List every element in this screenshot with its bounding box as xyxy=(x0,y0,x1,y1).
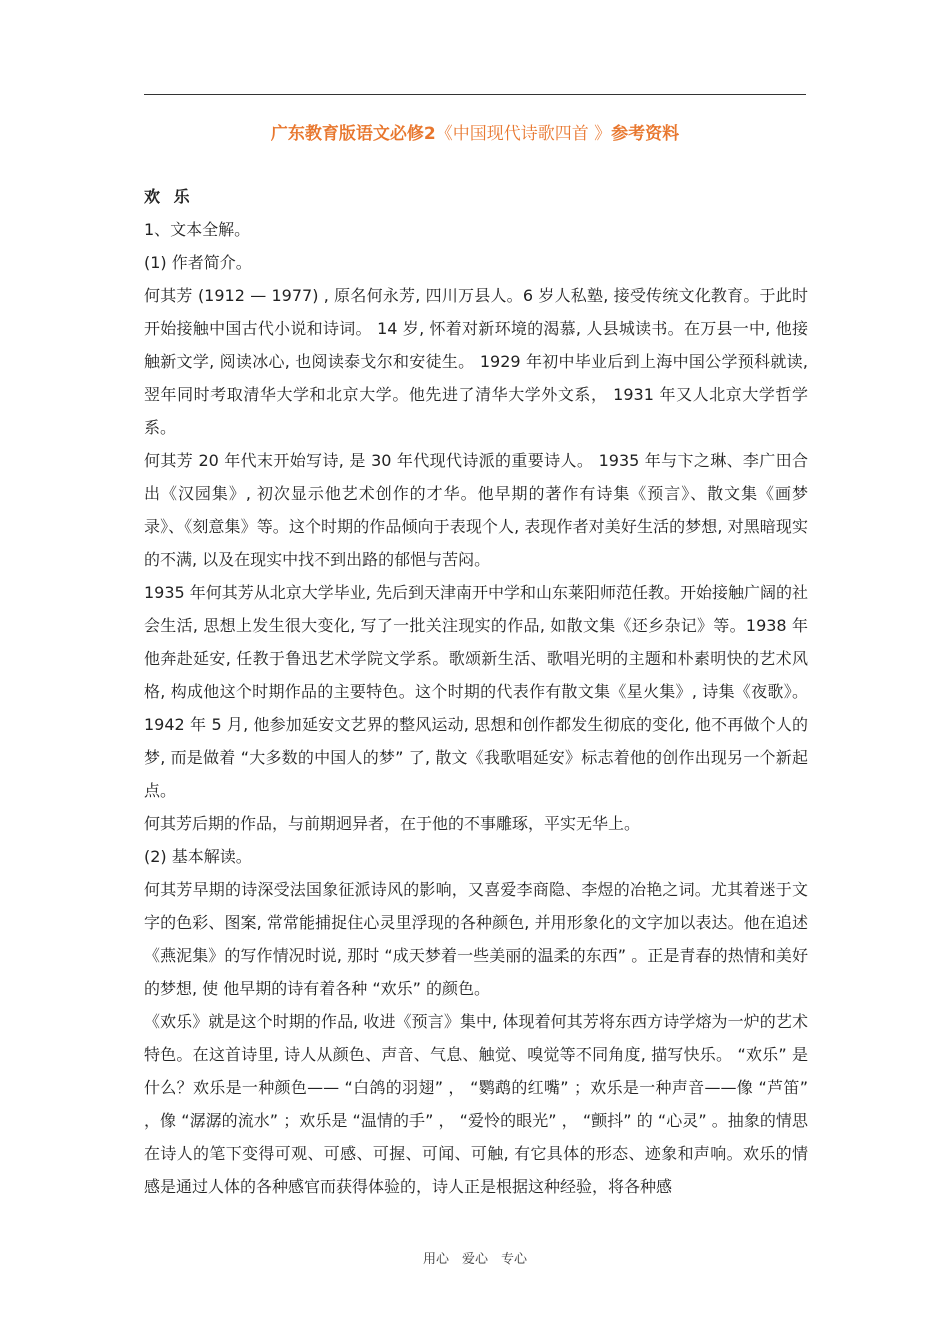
paragraph-poem-analysis: 《欢乐》就是这个时期的作品, 收进《预言》集中, 体现着何其芳将东西方诗学熔为一炉的艺术特色。在这首诗里, 诗人从颜色、声音、气息、触觉、嗅觉等不同角度, 描写快乐。 “欢乐” 是什么？欢乐是一种颜色—— “白鸽的羽翅” ， “鹦鹉的红嘴” ；欢乐是一种声音——像 “芦笛” ，像 “潺潺的流水” ；欢乐是 “温情的手” ， “爱怜的眼光” ， “颤抖” 的 “心灵” 。抽象的情思在诗人的笔下变得可观、可感、可握、可闻、可触, 有它具体的形态、迹象和声响。欢乐的情感是通过人体的各种感官而获得体验的，诗人正是根据这种经验，将各种感 xyxy=(144,1012,808,1196)
document-title xyxy=(144,122,806,146)
title-main: 广东教育版语文必修2 xyxy=(270,124,436,144)
header-rule xyxy=(144,94,806,95)
title-book-name: 《中国现代诗歌四首 》 xyxy=(435,124,612,144)
document-body xyxy=(144,180,808,1203)
subheading-basic-reading: (2) 基本解读。 xyxy=(144,847,252,866)
paragraph-early-poetry: 何其芳 20 年代末开始写诗, 是 30 年代现代诗派的重要诗人。 1935 年与卞之琳、李广田合出《汉园集》, 初次显示他艺术创作的才华。他早期的著作有诗集《预言》、散文集《画梦录》、《刻意集》等。这个时期的作品倾向于表现个人, 表现作者对美好生活的梦想, 对黑暗现实的不满, 以及在现实中找不到出路的郁悒与苦闷。 xyxy=(144,451,808,569)
paragraph-later-career: 1935 年何其芳从北京大学毕业, 先后到天津南开中学和山东莱阳师范任教。开始接触广阔的社会生活, 思想上发生很大变化, 写了一批关注现实的作品, 如散文集《还乡杂记》等。1938 年他奔赴延安, 任教于鲁迅艺术学院文学系。歌颂新生活、歌唱光明的主题和朴素明快的艺术风格, 构成他这个时期作品的主要特色。这个时期的代表作有散文集《星火集》, 诗集《夜歌》。1942 年 5 月, 他参加延安文艺界的整风运动, 思想和创作都发生彻底的变化, 他不再做个人的梦, 而是做着 “大多数的中国人的梦” 了, 散文《我歌唱延安》标志着他的创作出现另一个新起点。 xyxy=(144,583,808,800)
page-footer: 用心 爱心 专心 xyxy=(422,1252,527,1267)
paragraph-late-works: 何其芳后期的作品，与前期迥异者，在于他的不事雕琢，平实无华上。 xyxy=(144,814,641,833)
title-end: 参考资料 xyxy=(611,124,680,144)
subheading-text-analysis: 1、文本全解。 xyxy=(144,220,251,239)
section-heading: 欢 乐 xyxy=(144,187,194,206)
subheading-author-intro: (1) 作者简介。 xyxy=(144,253,252,272)
paragraph-symbolism-influence: 何其芳早期的诗深受法国象征派诗风的影响，又喜爱李商隐、李煜的冶艳之词。尤其着迷于文字的色彩、图案, 常常能捕捉住心灵里浮现的各种颜色, 并用形象化的文字加以表达。他在追述《燕泥集》的写作情况时说, 那时 “成天梦着一些美丽的温柔的东西” 。正是青春的热情和美好的梦想, 使 他早期的诗有着各种 “欢乐” 的颜色。 xyxy=(144,880,808,998)
paragraph-early-life: 何其芳 (1912 — 1977) , 原名何永芳, 四川万县人。6 岁人私塾, 接受传统文化教育。于此时开始接触中国古代小说和诗词。 14 岁, 怀着对新环境的渴慕, 人县城读书。在万县一中, 他接触新文学, 阅读冰心, 也阅读泰戈尔和安徒生。 1929 年初中毕业后到上海中国公学预科就读, 翌年同时考取清华大学和北京大学。他先进了清华大学外文系， 1931 年又人北京大学哲学系。 xyxy=(144,286,808,437)
